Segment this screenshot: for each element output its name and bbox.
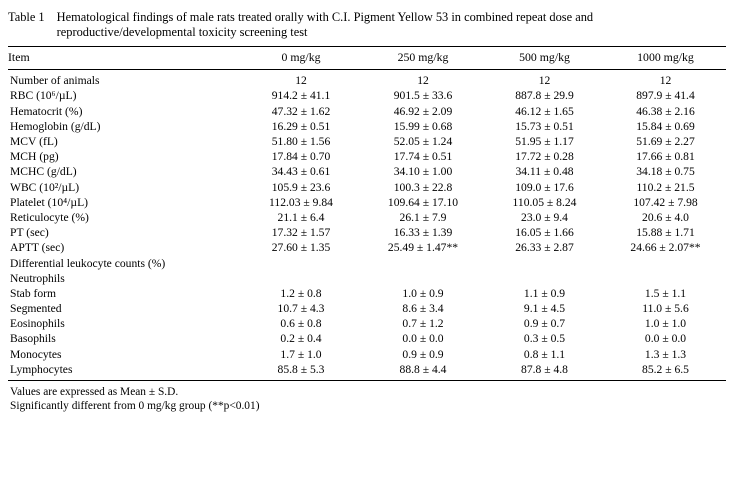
- row-value: 112.03 ± 9.84: [269, 195, 333, 209]
- table-row: [8, 70, 726, 89]
- table-row: [8, 104, 726, 119]
- row-label: MCV (fL): [10, 135, 58, 148]
- row-label: Segmented: [10, 302, 62, 316]
- row-value: 1.7 ± 1.0: [280, 347, 322, 361]
- hematology-table: [8, 46, 726, 381]
- row-value: 0.0 ± 0.0: [402, 332, 444, 346]
- row-label: MCH (pg): [10, 150, 59, 164]
- column-header-dose-0: 0 mg/kg: [240, 47, 362, 70]
- row-value: 87.8 ± 4.8: [484, 362, 605, 381]
- row-value: 0.2 ± 0.4: [280, 332, 322, 346]
- table-row: [8, 179, 726, 194]
- row-value: 0.7 ± 1.2: [402, 317, 444, 331]
- row-value: 110.2 ± 21.5: [636, 180, 695, 194]
- row-value: 34.10 ± 1.00: [393, 165, 453, 179]
- row-value: 17.72 ± 0.28: [515, 150, 574, 164]
- row-value: 17.84 ± 0.70: [271, 150, 331, 164]
- table-row: [8, 88, 726, 103]
- row-value: 26.33 ± 2.87: [515, 241, 574, 255]
- row-value: 52.05 ± 1.24: [393, 135, 453, 148]
- row-value: 17.74 ± 0.51: [393, 150, 453, 164]
- row-value: 9.1 ± 4.5: [523, 302, 566, 316]
- row-label: WBC (10²/µL): [10, 180, 80, 194]
- table-row: [8, 225, 726, 240]
- row-value: 85.8 ± 5.3: [240, 362, 362, 381]
- row-value: [484, 271, 605, 286]
- table-footnotes: [8, 385, 726, 414]
- table-row: [8, 331, 726, 346]
- row-value: 914.2 ± 41.1: [271, 89, 331, 103]
- row-label: Lymphocytes: [8, 362, 240, 381]
- footnote-2: Significantly different from 0 mg/kg group (**p<0.01): [10, 400, 260, 413]
- table-row: [8, 362, 726, 381]
- row-label: Stab form: [10, 286, 57, 300]
- table-row: [8, 286, 726, 301]
- row-value: 46.12 ± 1.65: [515, 104, 574, 118]
- row-label: Neutrophils: [10, 271, 65, 285]
- row-value: 27.60 ± 1.35: [271, 241, 331, 255]
- footnote-1: Values are expressed as Mean ± S.D.: [10, 385, 179, 398]
- row-value: 15.84 ± 0.69: [636, 119, 695, 133]
- row-value: 34.43 ± 0.61: [271, 165, 331, 179]
- table-row: [8, 119, 726, 134]
- row-value: [240, 255, 362, 270]
- row-value: 15.99 ± 0.68: [393, 119, 453, 133]
- row-value: 12: [659, 74, 672, 88]
- row-value: 1.0 ± 1.0: [644, 317, 687, 331]
- table-row: [8, 271, 726, 286]
- table-caption-text: Hematological findings of male rats treated orally with C.I. Pigment Yellow 53 in combined repeat dose and reproductive/developmental toxicity screening test: [56, 10, 594, 40]
- row-value: 0.6 ± 0.8: [280, 317, 322, 331]
- row-label: Differential leukocyte counts (%): [10, 256, 166, 270]
- row-value: 51.69 ± 2.27: [636, 135, 695, 148]
- table-row: [8, 255, 726, 270]
- table-caption: [8, 10, 726, 40]
- row-value: 0.8 ± 1.1: [523, 347, 566, 361]
- table-row: [8, 149, 726, 164]
- table-head: [8, 47, 726, 70]
- row-value: 23.0 ± 9.4: [521, 210, 568, 224]
- table-body: [8, 70, 726, 381]
- row-value: [484, 255, 605, 270]
- row-value: 15.73 ± 0.51: [515, 119, 574, 133]
- row-value: 0.3 ± 0.5: [523, 332, 566, 346]
- row-value: 107.42 ± 7.98: [633, 195, 698, 209]
- row-value: 47.32 ± 1.62: [271, 104, 331, 118]
- row-value: 0.0 ± 0.0: [644, 332, 687, 346]
- row-value: 11.0 ± 5.6: [642, 302, 689, 316]
- row-value: 1.2 ± 0.8: [280, 286, 322, 300]
- row-value: 901.5 ± 33.6: [393, 89, 453, 103]
- table-row: [8, 134, 726, 149]
- row-value: 88.8 ± 4.4: [362, 362, 484, 381]
- row-value: 17.32 ± 1.57: [271, 226, 331, 240]
- row-label: Eosinophils: [10, 317, 65, 331]
- row-value: 16.05 ± 1.66: [515, 226, 574, 240]
- column-header-dose-1000: 1000 mg/kg: [605, 47, 726, 70]
- row-value: 51.80 ± 1.56: [271, 135, 331, 148]
- row-value: 1.5 ± 1.1: [644, 286, 687, 300]
- table-row: [8, 210, 726, 225]
- table-header-row: [8, 47, 726, 70]
- row-label: Number of animals: [10, 74, 100, 88]
- row-value: 24.66 ± 2.07**: [630, 241, 701, 255]
- row-value: 110.05 ± 8.24: [512, 195, 577, 209]
- row-value: 20.6 ± 4.0: [642, 210, 689, 224]
- row-value: 8.6 ± 3.4: [402, 302, 444, 316]
- row-value: 16.29 ± 0.51: [271, 119, 331, 133]
- column-header-dose-500: 500 mg/kg: [484, 47, 605, 70]
- row-value: 51.95 ± 1.17: [515, 135, 574, 148]
- row-label: Platelet (10⁴/µL): [10, 195, 89, 209]
- row-label: Basophils: [10, 332, 56, 346]
- column-header-dose-250: 250 mg/kg: [362, 47, 484, 70]
- row-value: 21.1 ± 6.4: [277, 210, 325, 224]
- column-header-item: Item: [8, 47, 240, 70]
- row-value: 0.9 ± 0.9: [402, 347, 444, 361]
- row-value: 46.92 ± 2.09: [393, 104, 453, 118]
- table-row: [8, 240, 726, 255]
- row-value: 85.2 ± 6.5: [605, 362, 726, 381]
- row-value: 12: [538, 74, 551, 88]
- table-caption-label: Table 1: [8, 10, 45, 24]
- row-label: PT (sec): [10, 226, 49, 240]
- row-value: 17.66 ± 0.81: [636, 150, 695, 164]
- row-value: 0.9 ± 0.7: [523, 317, 566, 331]
- row-label: RBC (10⁶/µL): [10, 89, 77, 103]
- table-row: [8, 195, 726, 210]
- row-value: 100.3 ± 22.8: [393, 180, 453, 194]
- row-value: [605, 255, 726, 270]
- row-label: Hematocrit (%): [10, 104, 83, 118]
- row-value: 12: [417, 74, 429, 88]
- row-value: 887.8 ± 29.9: [515, 89, 574, 103]
- row-value: 10.7 ± 4.3: [277, 302, 325, 316]
- row-label: MCHC (g/dL): [10, 165, 77, 179]
- row-value: 1.3 ± 1.3: [644, 347, 687, 361]
- row-label: Hemoglobin (g/dL): [10, 119, 101, 133]
- row-value: 12: [295, 74, 307, 88]
- row-label: APTT (sec): [10, 241, 65, 255]
- row-value: 15.88 ± 1.71: [636, 226, 695, 240]
- row-value: 34.18 ± 0.75: [636, 165, 695, 179]
- row-value: 109.0 ± 17.6: [515, 180, 574, 194]
- row-value: 109.64 ± 17.10: [387, 195, 459, 209]
- row-value: 26.1 ± 7.9: [399, 210, 447, 224]
- row-label: Reticulocyte (%): [10, 210, 89, 224]
- row-value: 1.1 ± 0.9: [523, 286, 566, 300]
- table-row: [8, 347, 726, 362]
- row-value: [362, 255, 484, 270]
- table-row: [8, 301, 726, 316]
- row-value: 34.11 ± 0.48: [515, 165, 574, 179]
- row-value: 1.0 ± 0.9: [402, 286, 444, 300]
- row-value: [240, 271, 362, 286]
- row-value: 16.33 ± 1.39: [393, 226, 453, 240]
- row-value: 105.9 ± 23.6: [271, 180, 331, 194]
- row-value: [605, 271, 726, 286]
- row-value: 46.38 ± 2.16: [636, 104, 695, 118]
- row-label: Monocytes: [10, 347, 62, 361]
- row-value: [362, 271, 484, 286]
- row-value: 897.9 ± 41.4: [636, 89, 695, 103]
- row-value: 25.49 ± 1.47**: [387, 241, 459, 255]
- table-row: [8, 316, 726, 331]
- table-row: [8, 164, 726, 179]
